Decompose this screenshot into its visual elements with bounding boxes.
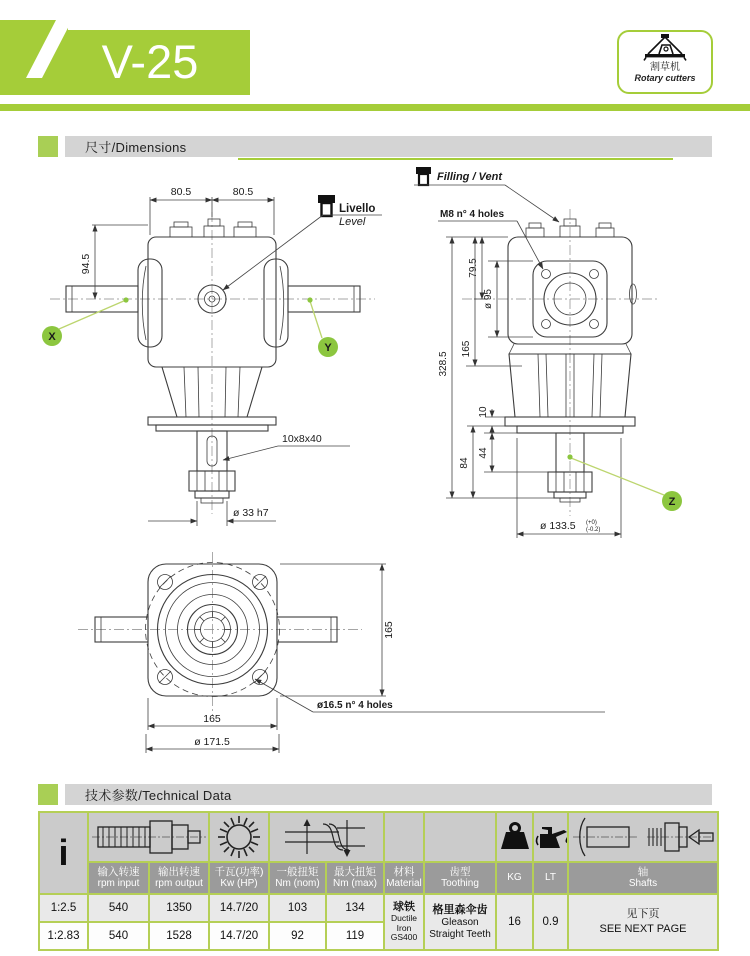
shafts-icon-cell [568,812,718,862]
shaft-dia-label: ø 33 h7 [233,507,269,519]
dim-79-5: 79.5 [468,258,479,278]
col-nm-max: 最大扭矩 Nm (max) [326,862,384,894]
power-sun-icon [215,814,263,860]
oil-can-icon [534,822,568,852]
technical-section-square [38,784,58,805]
dim-d133-5-tol-bot: (-0.2) [586,527,601,533]
dimensions-section-underline [238,158,673,160]
splined-shaft-icon [90,815,208,859]
technical-section-title: 技术参数/Technical Data [85,788,232,803]
col-rpm-output: 输出转速 rpm output [149,862,209,894]
technical-section-header [65,784,712,805]
material-value: 球铁 Ductile Iron GS400 [384,894,424,950]
dimensions-section-square [38,136,58,157]
rotary-cutter-icon [642,32,688,62]
rpm-input-value: 540 [88,922,149,950]
dim-84: 84 [459,457,470,469]
kw-icon-cell [209,812,269,862]
keyway-label: 10x8x40 [282,433,322,445]
dim-d95: ø 95 [483,288,494,310]
col-rpm-input: 输入转速 rpm input [88,862,149,894]
dim-d133-5-tol-top: (+0) [586,520,597,526]
col-lt: LT [533,862,568,894]
nm-nom-value: 103 [269,894,326,922]
svg-text:X: X [48,331,56,343]
dim-94-5: 94.5 [80,253,92,275]
dim-165-horizontal: 165 [203,713,221,725]
page-title: V-25 [101,35,199,88]
bottom-view-drawing [78,552,605,753]
kw-value: 14.7/20 [209,894,269,922]
m8-holes-label: M8 n° 4 holes [440,209,505,220]
dim-80-5-right: 80.5 [232,186,254,198]
weight-icon [499,821,531,853]
svg-text:Y: Y [324,342,332,354]
col-nm-nom: 一般扭矩 Nm (nom) [269,862,326,894]
dimension-drawings [30,164,720,779]
kg-value: 16 [496,894,533,950]
lt-icon-cell [533,812,568,862]
col-toothing: 齿型 Toothing [424,862,496,894]
header-divider [0,104,750,111]
subheader-row [39,862,718,894]
rpm-output-value: 1350 [149,894,209,922]
ratio-header-cell: i [39,812,88,894]
rpm-icon-cell [88,812,209,862]
dim-d133-5: ø 133.5 [540,520,576,532]
badge-label-cn: 割草机 [650,62,680,73]
lt-value: 0.9 [533,894,568,950]
ratio-value: 1:2.5 [39,894,88,922]
toothing-icon-cell [424,812,496,862]
category-badge [617,30,713,94]
toothing-value: 格里森伞齿 Gleason Straight Teeth [424,894,496,950]
flange-holes-label: ø16.5 n° 4 holes [317,700,393,711]
dimensions-section-header [65,136,712,157]
torque-icon-cell [269,812,384,862]
dim-328-5: 328.5 [438,351,449,377]
level-label-it: Livello [339,203,376,215]
shafts-icon [571,814,715,860]
col-material: 材料 Material [384,862,424,894]
svg-text:Z: Z [668,496,676,508]
col-kg: KG [496,862,533,894]
dim-d171-5: ø 171.5 [194,736,230,748]
badge-label-en: Rotary cutters [634,72,696,83]
dim-165-vertical: 165 [383,621,395,639]
dim-10: 10 [478,406,489,418]
col-shafts: 轴 Shafts [568,862,718,894]
side-view-drawing [414,167,682,538]
nm-max-value: 119 [326,922,384,950]
rpm-output-value: 1528 [149,922,209,950]
icon-row [39,812,718,862]
level-label-en: Level [339,216,366,228]
front-view-drawing [42,186,382,526]
torque-icon [277,814,377,860]
nm-max-value: 134 [326,894,384,922]
dim-44: 44 [478,447,489,459]
kw-value: 14.7/20 [209,922,269,950]
model-banner [0,0,260,100]
technical-data-table [38,811,719,951]
rpm-input-value: 540 [88,894,149,922]
dimensions-section-title: 尺寸/Dimensions [85,140,187,155]
shafts-value: 见下页 SEE NEXT PAGE [568,894,718,950]
kg-icon-cell [496,812,533,862]
nm-nom-value: 92 [269,922,326,950]
ratio-value: 1:2.83 [39,922,88,950]
col-kw: 千瓦(功率) Kw (HP) [209,862,269,894]
dim-80-5-left: 80.5 [170,186,192,198]
vent-label: Filling / Vent [437,171,502,183]
dim-165: 165 [461,340,472,358]
table-row [39,894,718,922]
material-icon-cell [384,812,424,862]
